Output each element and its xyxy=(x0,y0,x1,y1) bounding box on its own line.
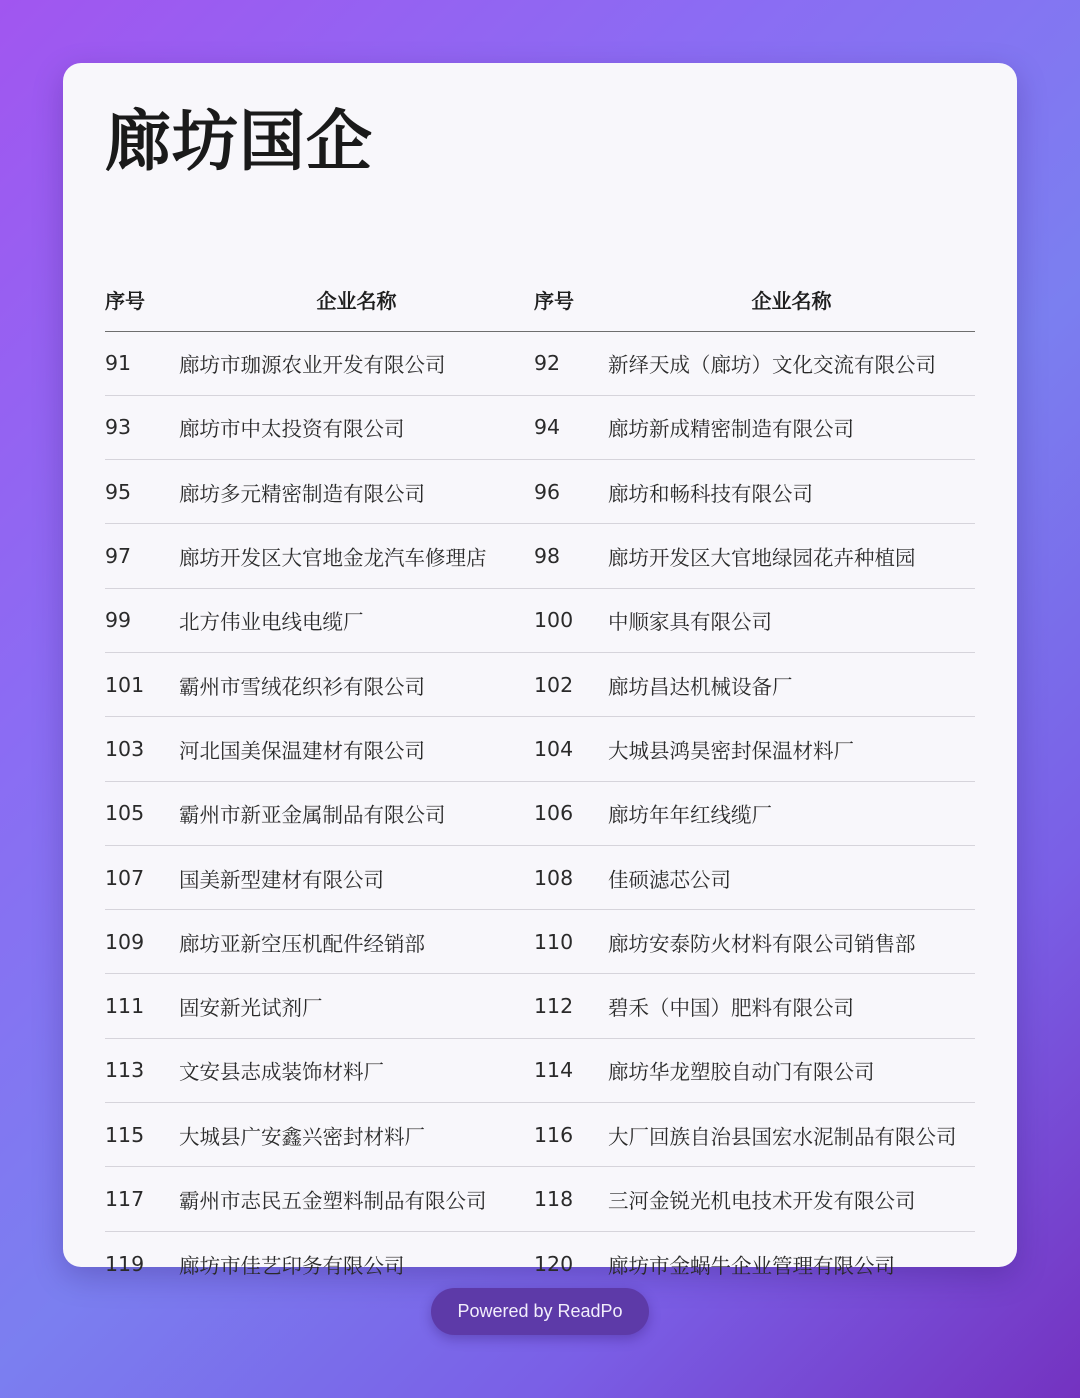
row-number: 119 xyxy=(105,1251,145,1276)
row-number: 116 xyxy=(534,1103,608,1167)
table-row xyxy=(105,1038,975,1102)
row-number: 111 xyxy=(105,974,179,1038)
row-number: 98 xyxy=(534,524,608,588)
table-row xyxy=(105,524,975,588)
table-row xyxy=(105,974,975,1038)
company-name: 霸州市雪绒花织衫有限公司 xyxy=(179,652,534,716)
company-name: 廊坊亚新空压机配件经销部 xyxy=(179,910,534,974)
row-number: 117 xyxy=(105,1167,179,1231)
row-number: 105 xyxy=(105,781,179,845)
row-number: 99 xyxy=(105,588,179,652)
row-number: 102 xyxy=(534,652,608,716)
company-name: 大厂回族自治县国宏水泥制品有限公司 xyxy=(608,1103,975,1167)
row-number: 101 xyxy=(105,652,179,716)
row-number: 106 xyxy=(534,781,608,845)
company-name: 碧禾（中国）肥料有限公司 xyxy=(608,974,975,1038)
row-number: 100 xyxy=(534,588,608,652)
table-row xyxy=(105,331,975,395)
table-row xyxy=(105,781,975,845)
company-name: 廊坊市金蜗牛企业管理有限公司 xyxy=(608,1253,895,1278)
row-number: 110 xyxy=(534,910,608,974)
company-name: 固安新光试剂厂 xyxy=(179,974,534,1038)
company-name: 廊坊昌达机械设备厂 xyxy=(608,652,975,716)
header-name: 企业名称 xyxy=(179,269,534,331)
table-row xyxy=(105,1167,975,1231)
table-row xyxy=(105,1103,975,1167)
company-name: 廊坊新成精密制造有限公司 xyxy=(608,395,975,459)
company-name: 霸州市志民五金塑料制品有限公司 xyxy=(179,1167,534,1231)
header-name-2: 企业名称 xyxy=(608,269,975,331)
company-name: 佳硕滤芯公司 xyxy=(608,845,975,909)
row-number: 118 xyxy=(534,1167,608,1231)
row-number: 97 xyxy=(105,524,179,588)
company-name: 新绎天成（廊坊）文化交流有限公司 xyxy=(608,331,975,395)
row-number: 120 xyxy=(534,1251,574,1276)
header-number: 序号 xyxy=(105,269,179,331)
table-row xyxy=(105,395,975,459)
table-row xyxy=(105,845,975,909)
table-body xyxy=(105,331,975,1295)
table-header-row xyxy=(105,269,975,331)
table-row xyxy=(105,460,975,524)
company-name: 大城县鸿昊密封保温材料厂 xyxy=(608,717,975,781)
company-name: 大城县广安鑫兴密封材料厂 xyxy=(179,1103,534,1167)
company-name: 霸州市新亚金属制品有限公司 xyxy=(179,781,534,845)
row-number: 93 xyxy=(105,395,179,459)
header-number-2: 序号 xyxy=(534,269,608,331)
row-number: 94 xyxy=(534,395,608,459)
row-number: 108 xyxy=(534,845,608,909)
company-name: 廊坊开发区大官地金龙汽车修理店 xyxy=(179,524,534,588)
table-row xyxy=(105,588,975,652)
company-name: 廊坊开发区大官地绿园花卉种植园 xyxy=(608,524,975,588)
company-name: 廊坊安泰防火材料有限公司销售部 xyxy=(608,910,975,974)
row-number: 107 xyxy=(105,845,179,909)
row-number: 104 xyxy=(534,717,608,781)
row-number: 115 xyxy=(105,1103,179,1167)
page-title: 廊坊国企 xyxy=(105,103,373,180)
row-number: 112 xyxy=(534,974,608,1038)
company-table xyxy=(105,269,975,1295)
company-name: 廊坊年年红线缆厂 xyxy=(608,781,975,845)
row-number: 103 xyxy=(105,717,179,781)
row-number: 92 xyxy=(534,331,608,395)
company-name: 廊坊和畅科技有限公司 xyxy=(608,460,975,524)
company-name: 国美新型建材有限公司 xyxy=(179,845,534,909)
company-name: 廊坊华龙塑胶自动门有限公司 xyxy=(608,1038,975,1102)
powered-by-badge[interactable]: Powered by ReadPo xyxy=(431,1288,649,1335)
company-name: 文安县志成装饰材料厂 xyxy=(179,1038,534,1102)
content-card xyxy=(63,63,1017,1278)
row-number: 113 xyxy=(105,1038,179,1102)
table-row xyxy=(105,1231,975,1295)
row-number: 114 xyxy=(534,1038,608,1102)
company-name: 廊坊市珈源农业开发有限公司 xyxy=(179,331,534,395)
company-name: 北方伟业电线电缆厂 xyxy=(179,588,534,652)
company-name: 廊坊市中太投资有限公司 xyxy=(179,395,534,459)
company-name: 廊坊市佳艺印务有限公司 xyxy=(179,1253,405,1278)
row-number: 95 xyxy=(105,460,179,524)
row-number: 96 xyxy=(534,460,608,524)
table-row xyxy=(105,910,975,974)
table-row xyxy=(105,717,975,781)
row-number: 91 xyxy=(105,331,179,395)
company-name: 廊坊多元精密制造有限公司 xyxy=(179,460,534,524)
table-row xyxy=(105,652,975,716)
row-number: 109 xyxy=(105,910,179,974)
company-name: 中顺家具有限公司 xyxy=(608,588,975,652)
company-name: 河北国美保温建材有限公司 xyxy=(179,717,534,781)
company-name: 三河金锐光机电技术开发有限公司 xyxy=(608,1167,975,1231)
